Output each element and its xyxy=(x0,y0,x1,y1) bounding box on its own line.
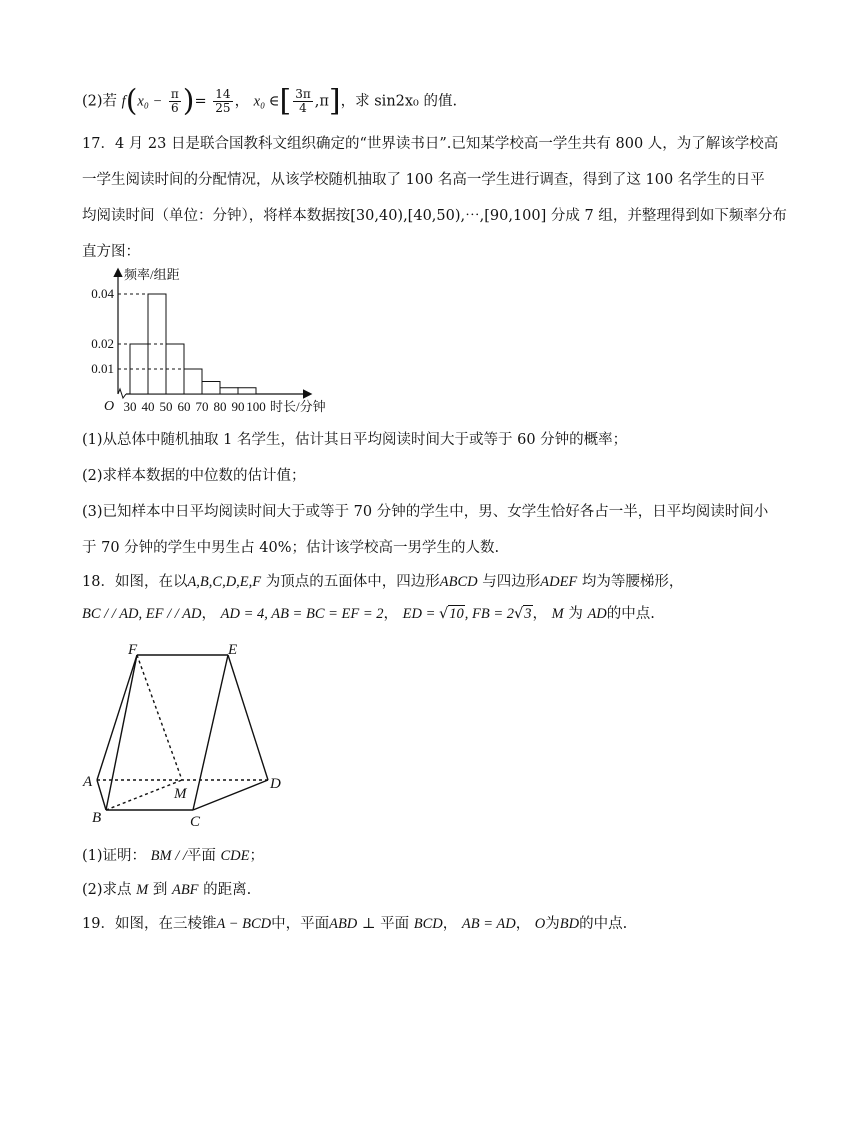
edge-ab xyxy=(97,780,106,810)
comma: ， xyxy=(234,93,250,110)
paren-open: ( xyxy=(125,83,138,119)
q18-vertices: A,B,C,D,E,F xyxy=(187,574,262,590)
x-axis-label: 时长/分钟 xyxy=(270,399,326,414)
q17-sub3a: (3)已知样本中日平均阅读时间大于或等于 70 分钟的学生中，男、女学生恰好各占一半，日平均阅读时间小 xyxy=(82,504,769,520)
x-tick-label: 50 xyxy=(159,399,173,414)
q18-comma2: ， xyxy=(383,606,399,622)
q18-l1-a: 18．如图，在以 xyxy=(82,574,188,590)
q17-line4: 直方图： xyxy=(82,244,140,260)
label-f: F xyxy=(128,642,138,658)
q18-comma3: ， xyxy=(532,606,548,622)
pentahedron-figure xyxy=(78,636,298,836)
func-f: f xyxy=(121,93,126,110)
q18-sub2-to: 到 xyxy=(152,882,168,898)
edge-ed xyxy=(228,655,268,780)
q18-m: M xyxy=(551,606,564,622)
edge-bm-dashed xyxy=(106,780,182,810)
q18-adef: ADEF xyxy=(540,574,578,590)
q17-line1: 17．4 月 23 日是联合国教科文组织确定的“世界读书日”.已知某学校高一学生共有 800 人，为了解该学校高 xyxy=(82,136,779,152)
q17-line2: 一学生阅读时间的分配情况，从该学校随机抽取了 100 名高一学生进行调查，得到了这 100 名学生的日平 xyxy=(82,172,765,188)
q18-l1-g: 均为等腰梯形， xyxy=(581,574,684,590)
q19-bd: BD xyxy=(559,916,580,932)
q18-sub2-m: M xyxy=(136,882,149,898)
q17-sub1: (1)从总体中随机抽取 1 名学生，估计其日平均阅读时间大于或等于 60 分钟的概率； xyxy=(82,432,628,448)
label-c: C xyxy=(190,814,201,830)
bracket-close: ] xyxy=(328,83,341,119)
q18-sub1 xyxy=(82,846,264,866)
frac-14-25: $\frac{14}{25}$ xyxy=(215,87,231,115)
q18-l1-c: 为顶点的五面体中，四边形 xyxy=(265,574,440,590)
q18-sub2-a: (2)求点 xyxy=(82,882,132,898)
x-tick-label: 100 xyxy=(246,399,266,414)
x-tick-label: 90 xyxy=(231,399,245,414)
x-tick-label: 30 xyxy=(123,399,137,414)
q18-sub1-plane: 平面 xyxy=(186,848,216,864)
edge-fb xyxy=(106,655,137,810)
q18-sqrt3: 3 xyxy=(524,606,532,622)
q16-part2 xyxy=(82,83,458,119)
label-b: B xyxy=(92,810,102,826)
q18-midpoint: 的中点. xyxy=(606,606,655,622)
q19-comma2: ， xyxy=(515,916,531,932)
edge-cd xyxy=(193,780,268,810)
y-axis-label: 频率/组距 xyxy=(124,267,180,282)
q18-sub2-end: 的距离. xyxy=(203,882,252,898)
x0-minus: x₀ − xyxy=(137,93,163,110)
q18-parallel: BC / / AD, EF / / AD xyxy=(82,606,202,622)
q18-ad: AD xyxy=(587,606,607,622)
q17-sub3b: 于 70 分钟的学生中男生占 40%；估计该学校高一男学生的人数. xyxy=(82,540,500,556)
range-end: ,π xyxy=(314,93,329,110)
axis-break xyxy=(118,389,126,398)
x-tick-label: 60 xyxy=(177,399,191,414)
q19-a: 19．如图，在三棱锥 xyxy=(82,916,217,932)
x-tick-label: 40 xyxy=(141,399,155,414)
x-tick-label: 70 xyxy=(195,399,209,414)
q19-ab-ad: AB = AD xyxy=(461,916,516,932)
q18-line2: BC / / AD, EF / / AD， AD = 4, AB = BC = EF = 2， ED = √10, FB = 2√3， M 为 AD的中点. xyxy=(82,606,655,622)
y-tick-label: 0.02 xyxy=(91,336,114,351)
q16-part2-suffix: ，求 sin2x₀ 的值. xyxy=(340,93,458,110)
q18-sub1-end: ； xyxy=(249,848,265,864)
histogram-bar xyxy=(238,388,256,394)
q19-bcd: BCD xyxy=(413,916,443,932)
histogram-bar xyxy=(184,369,202,394)
q18-sub1-a: (1)证明： xyxy=(82,848,147,864)
frac-pi-6: $\frac{\pi}{6}$ xyxy=(170,87,179,115)
q18-wei: 为 xyxy=(568,606,583,622)
q19-line1 xyxy=(82,914,627,934)
y-tick-label: 0.04 xyxy=(91,286,114,301)
q17-line3: 均阅读时间（单位：分钟），将样本数据按[30,40),[40,50),⋯,[90,100] 分成 7 组，并整理得到如下频率分布 xyxy=(82,208,787,224)
q18-comma1: ， xyxy=(201,606,216,622)
q19-o: O xyxy=(534,916,546,932)
equals: = xyxy=(194,93,207,110)
q17-sub2: (2)求样本数据的中位数的估计值； xyxy=(82,468,306,484)
q18-sub1-bm: BM / / xyxy=(150,848,187,864)
label-m: M xyxy=(174,786,187,802)
q19-comma1: ， xyxy=(442,916,458,932)
q18-fb: , FB = 2 xyxy=(464,606,515,622)
q19-end: 的中点. xyxy=(579,916,628,932)
histogram-bar xyxy=(202,382,220,395)
q19-perp: ⊥ 平面 xyxy=(361,916,410,932)
q18-lengths: AD = 4, AB = BC = EF = 2 xyxy=(220,606,384,622)
x-tick-label: 80 xyxy=(213,399,227,414)
q18-abcd: ABCD xyxy=(439,574,478,590)
frequency-histogram xyxy=(78,262,378,422)
label-a: A xyxy=(83,774,93,790)
q19-abd: ABD xyxy=(329,916,358,932)
q18-ed: ED = xyxy=(402,606,440,622)
x0-in: x₀ ∈ xyxy=(253,93,280,110)
q18-sub1-cde: CDE xyxy=(220,848,250,864)
y-tick-label: 0.01 xyxy=(91,361,114,376)
q18-sub2 xyxy=(82,880,251,900)
origin-label: O xyxy=(104,399,115,414)
q18-sub2-abf: ABF xyxy=(171,882,199,898)
edge-ec xyxy=(193,655,228,810)
edge-fm-dashed xyxy=(137,655,182,780)
q18-sqrt10: 10 xyxy=(449,606,464,622)
q19-pyramid: A − BCD xyxy=(216,916,272,932)
q19-wei: 为 xyxy=(545,916,560,932)
paren-close: ) xyxy=(182,83,195,119)
q18-line1 xyxy=(82,572,683,592)
label-e: E xyxy=(228,642,238,658)
q18-l1-e: 与四边形 xyxy=(482,574,541,590)
label-d: D xyxy=(270,776,281,792)
histogram-bar xyxy=(220,388,238,394)
frac-3pi-4: $\frac{3\pi}{4}$ xyxy=(295,87,311,115)
edge-fa xyxy=(97,655,137,780)
q19-c: 中，平面 xyxy=(271,916,330,932)
q16-part2-prefix: (2)若 xyxy=(82,93,118,110)
bracket-open: [ xyxy=(279,83,292,119)
